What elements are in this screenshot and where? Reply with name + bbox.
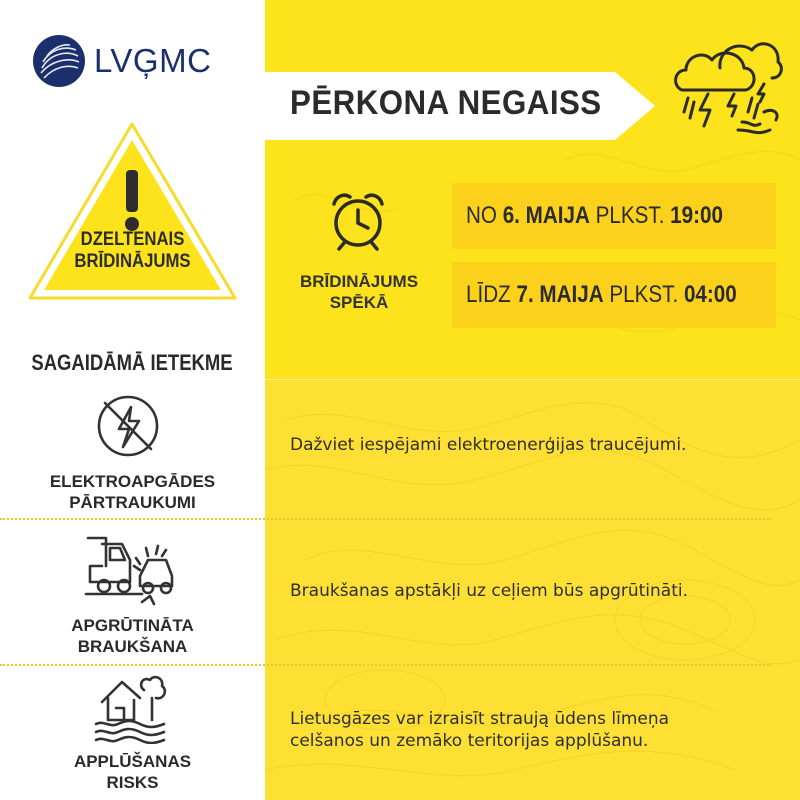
impact-description-driving: Braukšanas apstākļi uz ceļiem būs apgrūtināti. [290,581,688,601]
impact-separator [0,518,772,520]
hazard-title: PĒRKONA NEGAISS [290,84,602,122]
valid-from-box: NO 6. MAIJA PLKST. 19:00 [452,183,776,249]
impact-description-flood: Lietusgāzes var izraisīt straują ūdens līmeņa celšanos un zemāko teritorijas applūšanu. [290,709,670,751]
flood-house-icon [92,672,168,744]
thunderstorm-cloud-icon [668,28,786,138]
impact-separator [0,664,772,666]
impact-label-driving: APGRŪTINĀTA BRAUKŠANA [71,616,194,656]
brand-logo [32,34,211,88]
impact-description-power: Dažviet iespējami elektroenerģijas traucējumi. [290,435,687,455]
impact-label-power: ELEKTROAPGĀDES PĀRTRAUKUMI [49,472,216,512]
alarm-clock-icon [328,190,388,252]
brand-name: LVĢMC [94,42,212,79]
yellow-warning-triangle-icon [25,118,240,303]
validity-label: BRĪDINĀJUMS SPĒKĀ [299,272,419,312]
valid-to-box: LĪDZ 7. MAIJA PLKST. 04:00 [452,262,776,328]
warning-level-label: DZELTENAIS BRĪDINĀJUMS [74,229,191,272]
power-outage-icon [95,393,161,459]
impacts-heading: SAGAIDĀMĀ IETEKME [31,350,233,375]
impact-label-flood: APPLŪŠANAS RISKS [73,752,192,792]
car-crash-icon [82,530,178,608]
globe-logo-icon [32,34,86,88]
